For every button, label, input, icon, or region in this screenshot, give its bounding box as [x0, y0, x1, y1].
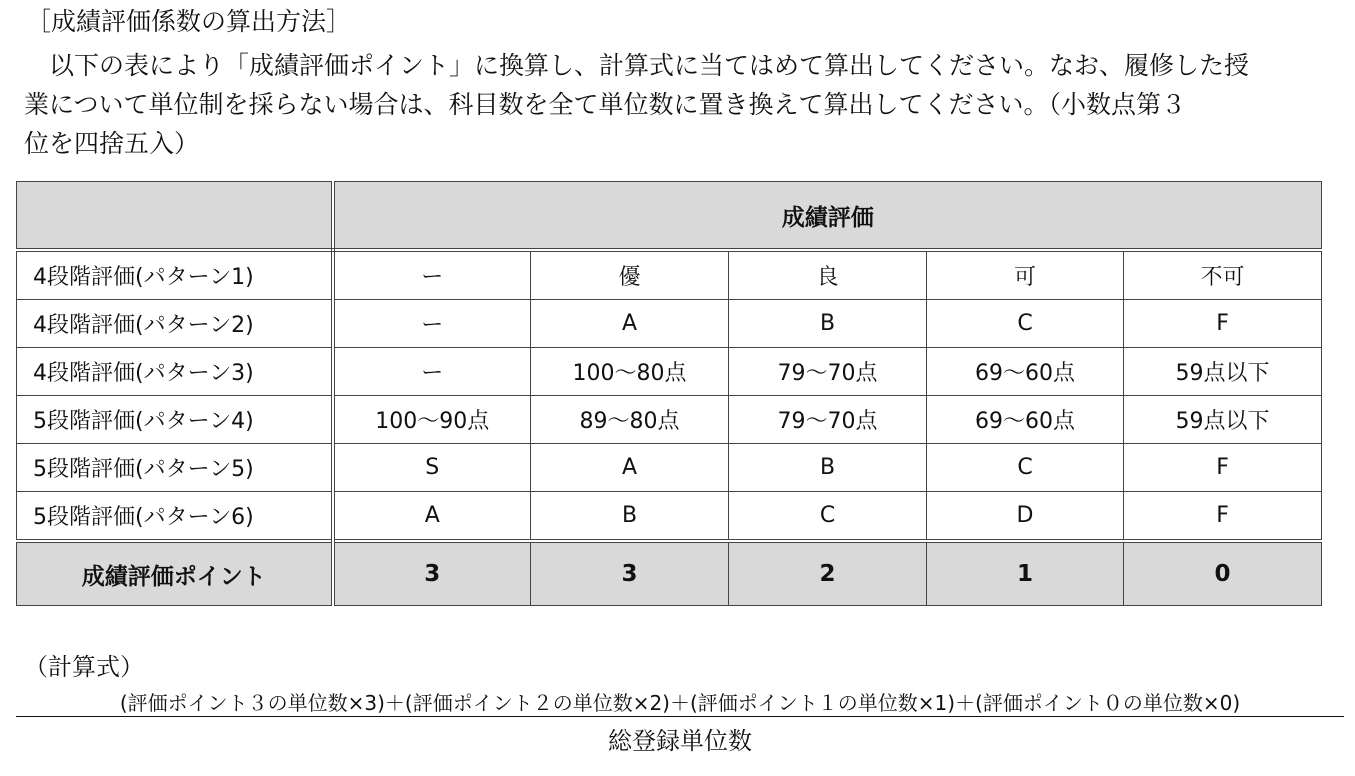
table-cell: 79～70点: [729, 348, 927, 396]
table-cell: 100～90点: [333, 396, 531, 444]
table-cell: A: [531, 444, 729, 492]
table-cell: A: [531, 300, 729, 348]
table-cell: 100～80点: [531, 348, 729, 396]
formula-numerator: (評価ポイント３の単位数×3)＋(評価ポイント２の単位数×2)＋(評価ポイント１の単位数×1)＋(評価ポイント０の単位数×0): [16, 690, 1344, 717]
table-cell: ー: [333, 348, 531, 396]
table-cell: B: [531, 492, 729, 542]
paragraph-line: 以下の表により「成績評価ポイント」に換算し、計算式に当てはめて算出してください。なお、履修した授: [49, 51, 1250, 80]
table-cell: ー: [333, 250, 531, 300]
table-cell: 可: [927, 250, 1124, 300]
grade-point-value: 0: [1124, 541, 1322, 606]
table-cell: S: [333, 444, 531, 492]
table-cell: 優: [531, 250, 729, 300]
table-row: [17, 444, 1322, 492]
table-cell: B: [729, 444, 927, 492]
grade-point-value: 3: [333, 541, 531, 606]
table-cell: ー: [333, 300, 531, 348]
table-cell: D: [927, 492, 1124, 542]
table-cell: C: [927, 300, 1124, 348]
table-cell: F: [1124, 444, 1322, 492]
grade-point-value: 3: [531, 541, 729, 606]
section-heading: ［成績評価係数の算出方法］: [26, 7, 352, 36]
paragraph-line: 業について単位制を採らない場合は、科目数を全て単位数に置き換えて算出してください。（小数点第３: [24, 90, 1187, 119]
table-cell: 59点以下: [1124, 348, 1322, 396]
grade-point-value: 2: [729, 541, 927, 606]
paragraph-line: 位を四捨五入）: [24, 129, 200, 158]
table-cell: F: [1124, 300, 1322, 348]
grade-points-label: 成績評価ポイント: [17, 541, 333, 606]
table-row: [17, 250, 1322, 300]
table-cell: 不可: [1124, 250, 1322, 300]
row-label: 4段階評価(パターン2): [17, 300, 333, 348]
table-cell: 79～70点: [729, 396, 927, 444]
table-row: [17, 348, 1322, 396]
table-row: [17, 396, 1322, 444]
grade-conversion-table: [16, 181, 1322, 606]
row-label: 4段階評価(パターン3): [17, 348, 333, 396]
table-cell: A: [333, 492, 531, 542]
table-cell: 良: [729, 250, 927, 300]
table-header-row: [17, 182, 1322, 251]
instructions-paragraph: [24, 46, 1344, 163]
table-cell: B: [729, 300, 927, 348]
table-cell: C: [729, 492, 927, 542]
header-corner-cell: [17, 182, 333, 251]
row-label: 5段階評価(パターン5): [17, 444, 333, 492]
table-row: [17, 300, 1322, 348]
table-cell: 69～60点: [927, 348, 1124, 396]
row-label: 5段階評価(パターン4): [17, 396, 333, 444]
table-cell: 69～60点: [927, 396, 1124, 444]
row-label: 4段階評価(パターン1): [17, 250, 333, 300]
table-cell: 59点以下: [1124, 396, 1322, 444]
formula-title: （計算式）: [24, 653, 144, 681]
grade-evaluation-header: 成績評価: [333, 182, 1322, 251]
grade-point-value: 1: [927, 541, 1124, 606]
table-cell: F: [1124, 492, 1322, 542]
table-cell: 89～80点: [531, 396, 729, 444]
table-row: [17, 492, 1322, 542]
table-cell: C: [927, 444, 1124, 492]
grade-points-row: [17, 541, 1322, 606]
row-label: 5段階評価(パターン6): [17, 492, 333, 542]
formula-denominator: 総登録単位数: [608, 727, 752, 755]
